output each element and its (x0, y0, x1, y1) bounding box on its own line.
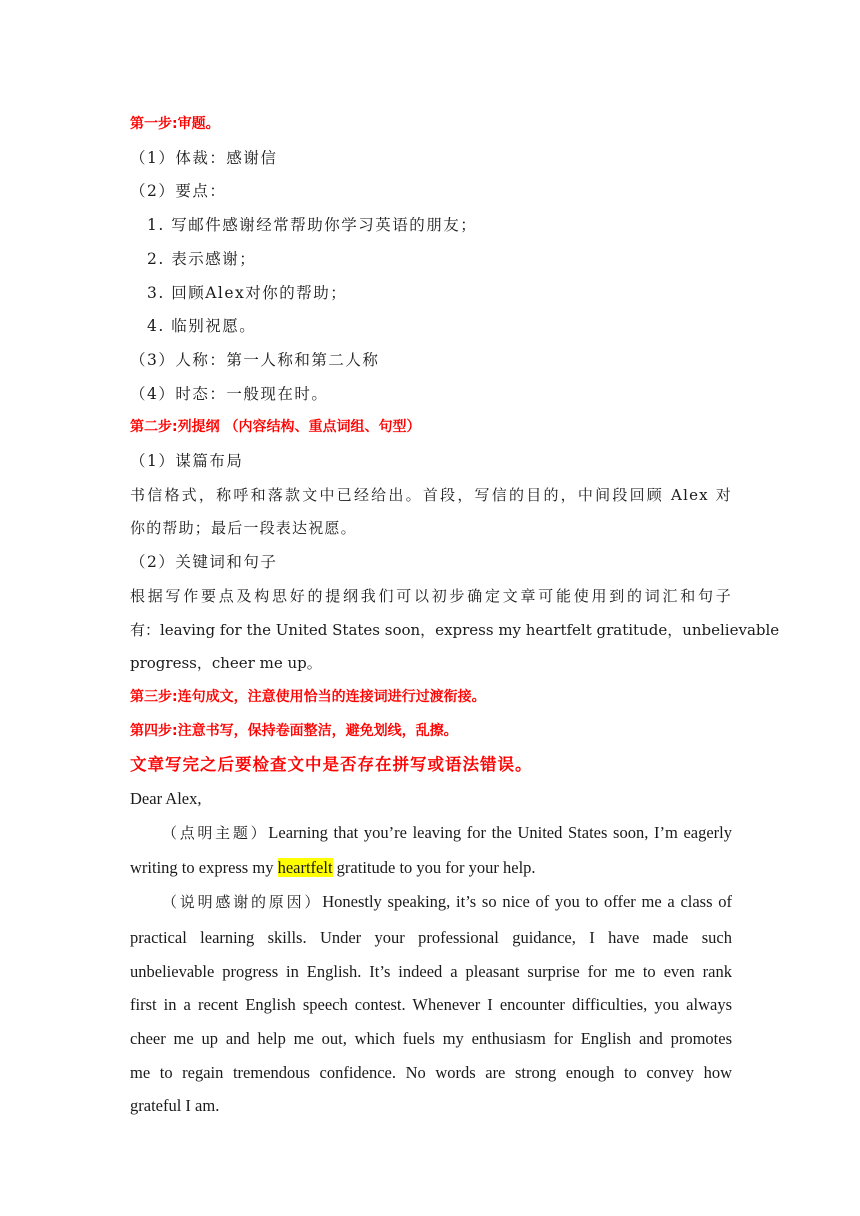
step3-title: 第三步:连句成文，注意使用恰当的连接词进行过渡衔接。 (130, 688, 486, 705)
point-2: 2. 表示感谢； (147, 249, 257, 268)
step2-title: 第二步:列提纲 （内容结构、重点词组、句型） (130, 419, 421, 436)
keywords-text-1: 根据写作要点及构思好的提纲我们可以初步确定文章可能使用到的词汇和句子 (130, 586, 732, 605)
letter-paragraph-2-line-6: me to regain tremendous confidence. No words are strong enough to convey how (130, 1062, 732, 1082)
letter-paragraph-1-line-2 (130, 851, 732, 885)
point-4: 4. 临别祝愿。 (147, 317, 257, 336)
p2-text-1: Honestly speaking, it’s so nice of you to offer me a class of (322, 892, 732, 912)
step4-title: 第四步:注意书写，保持卷面整洁，避免划线，乱擦。 (130, 722, 458, 739)
keywords-text-3: progress，cheer me up。 (130, 654, 322, 673)
p1-text-c: gratitude to you for your help. (332, 858, 536, 878)
point-1: 1. 写邮件感谢经常帮助你学习英语的朋友； (147, 216, 478, 235)
letter-paragraph-2-line-2: practical learning skills. Under your professional guidance, I have made such (130, 927, 732, 947)
highlighted-word: heartfelt (277, 858, 333, 878)
document-page (130, 108, 780, 1123)
keywords-text-2: 有：leaving for the United States soon，express my heartfelt gratitude，unbelievable (130, 620, 780, 639)
letter-paragraph-2-line-3: unbelievable progress in English. It’s indeed a pleasant surprise for me to even rank (130, 961, 732, 981)
layout-head: （1）谋篇布局 (130, 452, 244, 471)
letter-paragraph-2-line-7: grateful I am. (130, 1096, 220, 1116)
keywords-head: （2）关键词和句子 (130, 553, 278, 572)
letter-paragraph-2-line-5: cheer me up and help me out, which fuels my enthusiasm for English and promotes (130, 1028, 732, 1048)
layout-text-2: 你的帮助；最后一段表达祝愿。 (130, 519, 357, 538)
point-3: 3. 回顾Alex对你的帮助； (147, 283, 348, 302)
letter-paragraph-2-line-1 (130, 885, 732, 921)
check-title: 文章写完之后要检查文中是否存在拼写或语法错误。 (130, 755, 533, 775)
letter-salutation: Dear Alex, (130, 789, 202, 809)
p2-tag: （说明感谢的原因） (162, 895, 323, 912)
tense-line: （4）时态：一般现在时。 (130, 384, 329, 403)
p1-text-a: Learning that you’re leaving for the United States soon, I’m eagerly (268, 822, 733, 842)
letter-paragraph-1-line-1 (130, 816, 732, 852)
points-head: （2）要点： (130, 182, 227, 201)
layout-text-1: 书信格式，称呼和落款文中已经给出。首段，写信的目的，中间段回顾 Alex 对 (130, 485, 732, 504)
p1-text-b: writing to express my (130, 858, 278, 878)
genre-line: （1）体裁：感谢信 (130, 148, 278, 167)
step1-title: 第一步:审题。 (130, 116, 220, 132)
letter-paragraph-2-line-4: first in a recent English speech contest. Whenever I encounter difficulties, you always (130, 995, 732, 1015)
person-line: （3）人称：第一人称和第二人称 (130, 350, 380, 369)
p1-tag: （点明主题） (162, 825, 269, 842)
